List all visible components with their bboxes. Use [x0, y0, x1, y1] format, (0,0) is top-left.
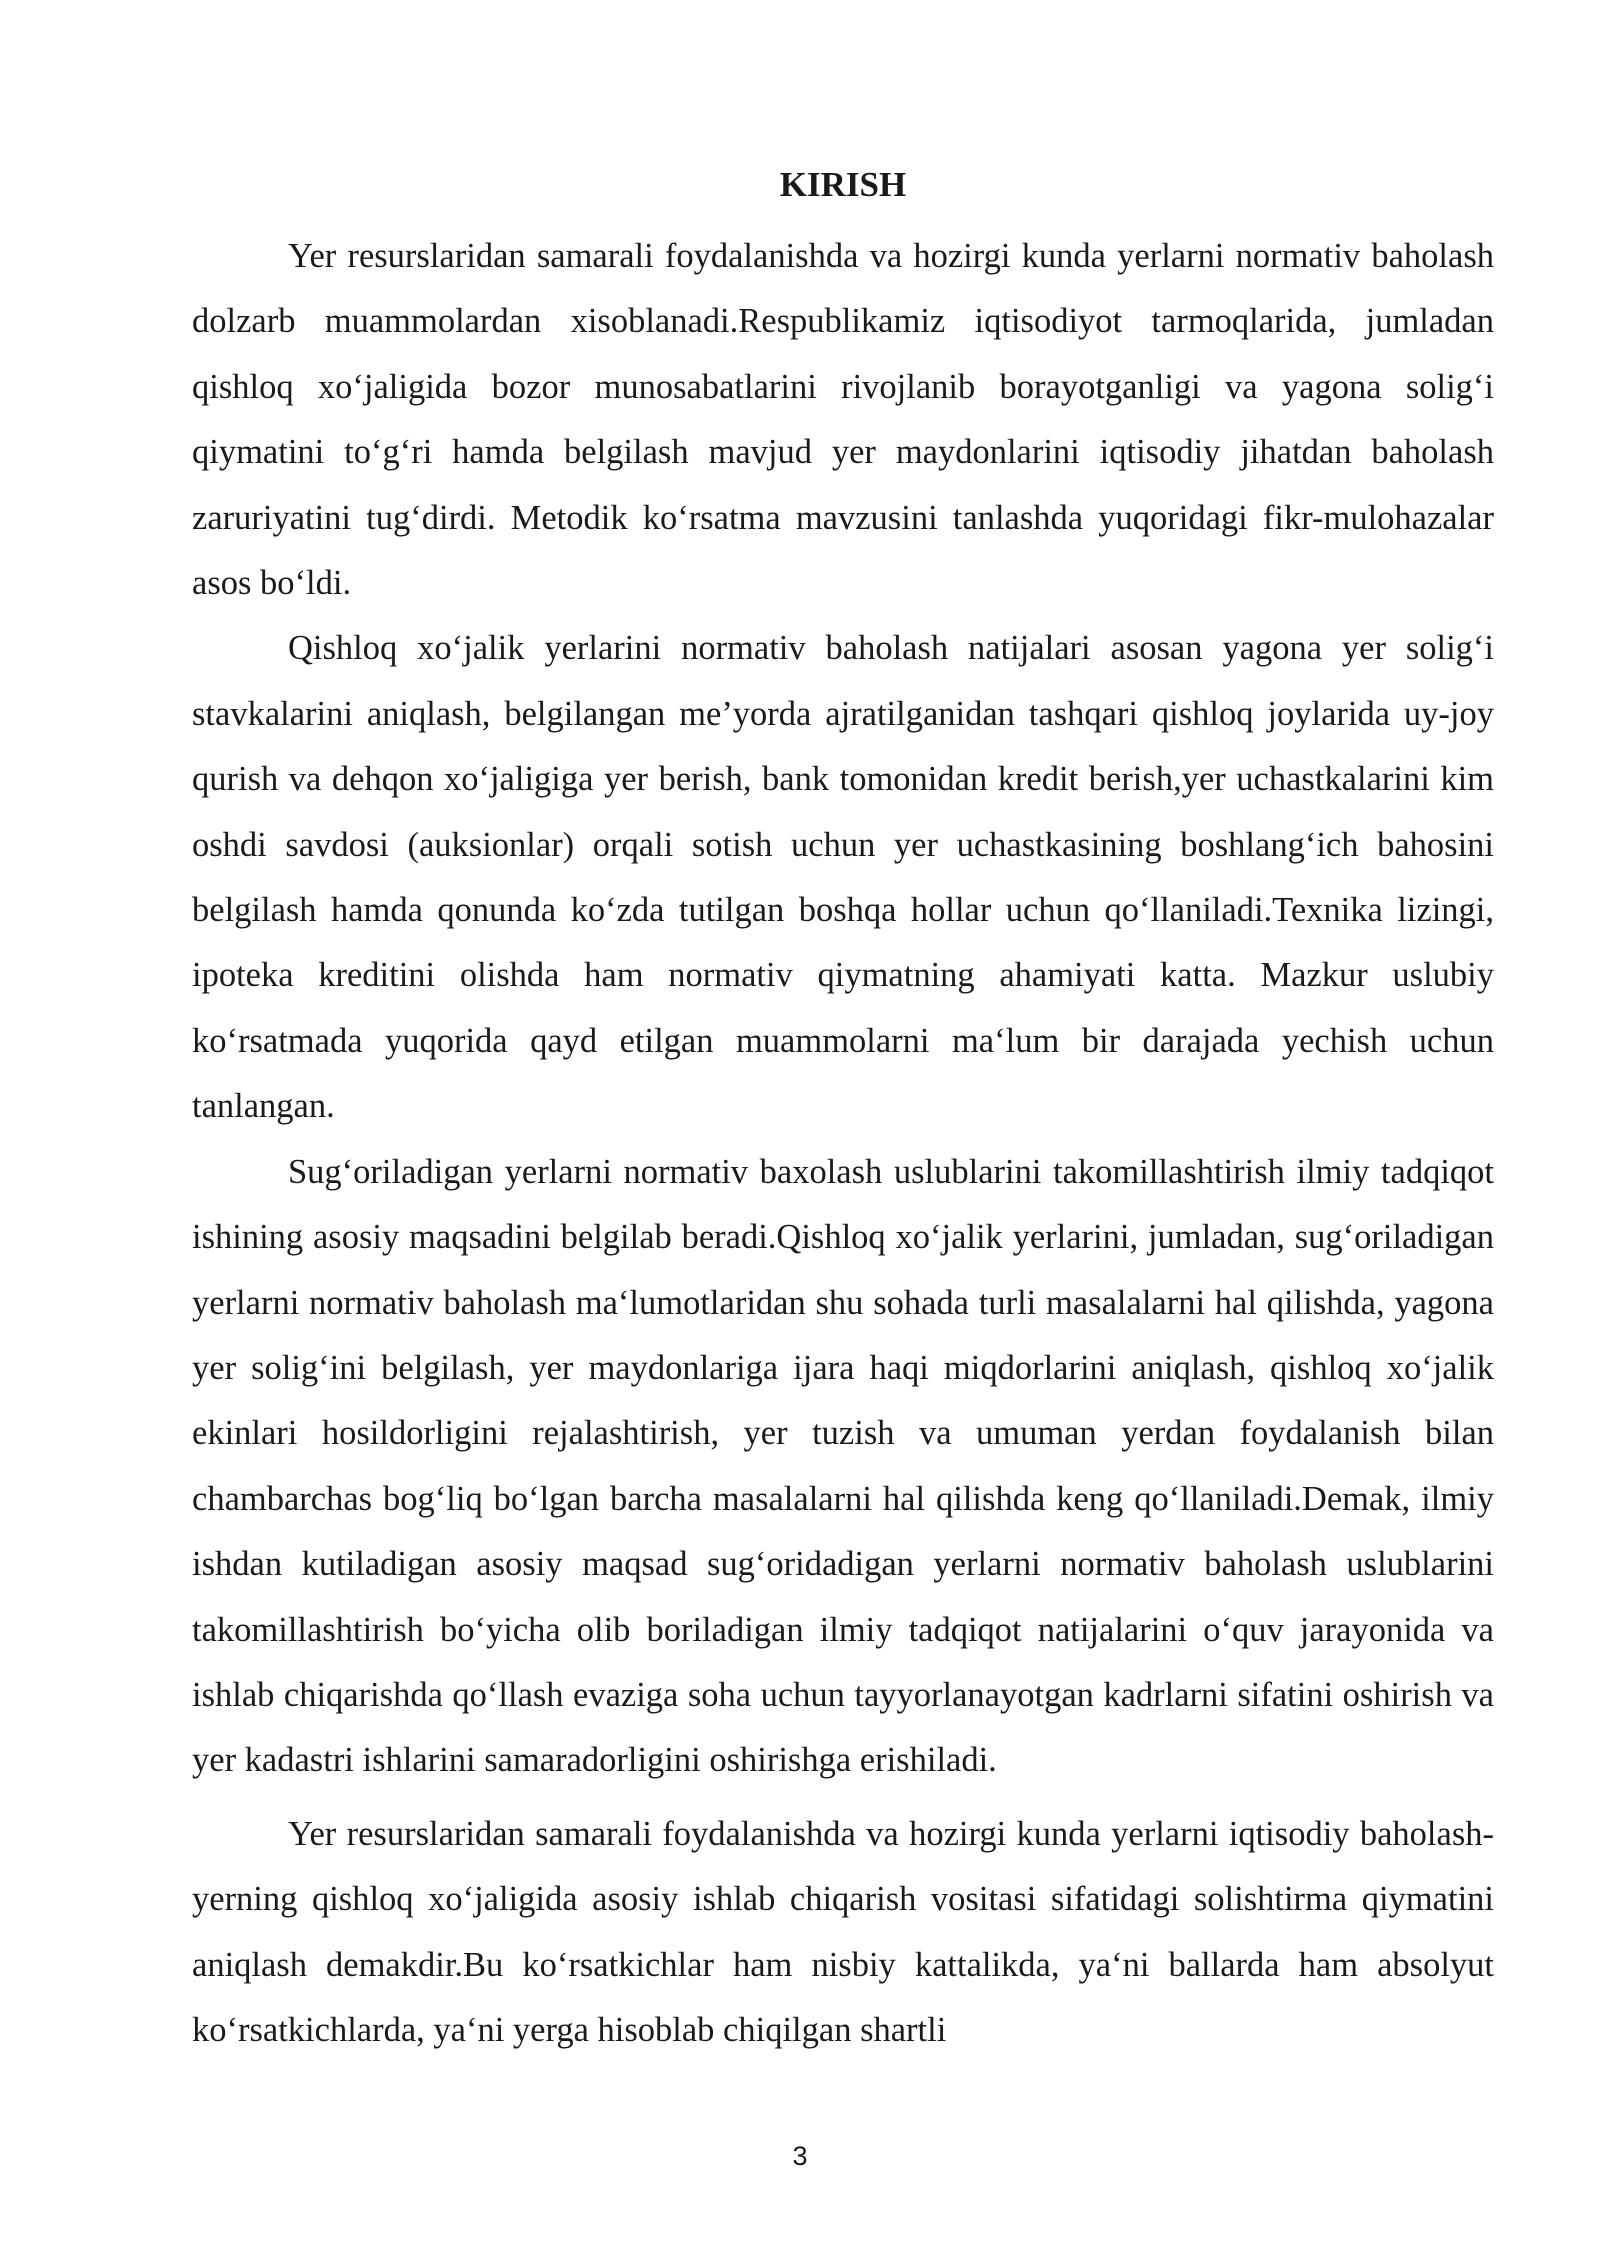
paragraph-1: Yer resurslaridan samarali foydalanishda va hozirgi kunda yerlarni normativ baholash dolzarb muammolardan xisoblanadi.Respublikamiz iqtisodiyot tarmoqlarida, jumladan qishloq xo‘jaligida bozor munosabatlarini rivojlanib borayotganligi va yagona solig‘i qiymatini to‘g‘ri hamda belgilash mavjud yer maydonlarini iqtisodiy jihatdan baholash zaruriyatini tug‘dirdi. Metodik ko‘rsatma mavzusini tanlashda yuqoridagi fikr-mulohazalar asos bo‘ldi. — [192, 237, 1494, 603]
paragraph-3: Sug‘oriladigan yerlarni normativ baxolash uslublarini takomillashtirish ilmiy tadqiqot ishining asosiy maqsadini belgilab beradi.Qishloq xo‘jalik yerlarini, jumladan, sug‘oriladigan yerlarni normativ baholash ma‘lumotlaridan shu sohada turli masalalarni hal qilishda, yagona yer solig‘ini belgilash, yer maydonlariga ijara haqi miqdorlarini aniqlash, qishloq xo‘jalik ekinlari hosildorligini rejalashtirish, yer tuzish va umuman yerdan foydalanish bilan chambarchas bog‘liq bo‘lgan barcha masalalarni hal qilishda keng qo‘llaniladi.Demak, ilmiy ishdan kutiladigan asosiy maqsad sug‘oridadigan yerlarni normativ baholash uslublarini takomillashtirish bo‘yicha olib boriladigan ilmiy tadqiqot natijalarini o‘quv jarayonida va ishlab chiqarishda qo‘llash evaziga soha uchun tayyorlanayotgan kadrlarni sifatini oshirish va yer kadastri ishlarini samaradorligini oshirishga erishiladi. — [192, 1152, 1494, 1780]
paragraph-4: Yer resurslaridan samarali foydalanishda va hozirgi kunda yerlarni iqtisodiy baholash-yerning qishloq xo‘jaligida asosiy ishlab chiqarish vositasi sifatidagi solishtirma qiymatini aniqlash demakdir.Bu ko‘rsatkichlar ham nisbiy kattalikda, ya‘ni ballarda ham absolyut ko‘rsatkichlarda, ya‘ni yerga hisoblab chiqilgan shartli — [192, 1814, 1494, 2049]
document-page — [192, 160, 1494, 2063]
section-title: KIRISH — [779, 165, 907, 204]
page-number: 3 — [792, 2141, 808, 2171]
paragraph-2: Qishloq xo‘jalik yerlarini normativ baholash natijalari asosan yagona yer solig‘i stavkalarini aniqlash, belgilangan me’yorda ajratilganidan tashqari qishloq joylarida uy-joy qurish va dehqon xo‘jaligiga yer berish, bank tomonidan kredit berish,yer uchastkalarini kim oshdi savdosi (auksionlar) orqali sotish uchun yer uchastkasining boshlang‘ich bahosini belgilash hamda qonunda ko‘zda tutilgan boshqa hollar uchun qo‘llaniladi.Texnika lizingi, ipoteka kreditini olishda ham normativ qiymatning ahamiyati katta. Mazkur uslubiy ko‘rsatmada yuqorida qayd etilgan muammolarni ma‘lum bir darajada yechish uchun tanlangan. — [192, 629, 1494, 1126]
